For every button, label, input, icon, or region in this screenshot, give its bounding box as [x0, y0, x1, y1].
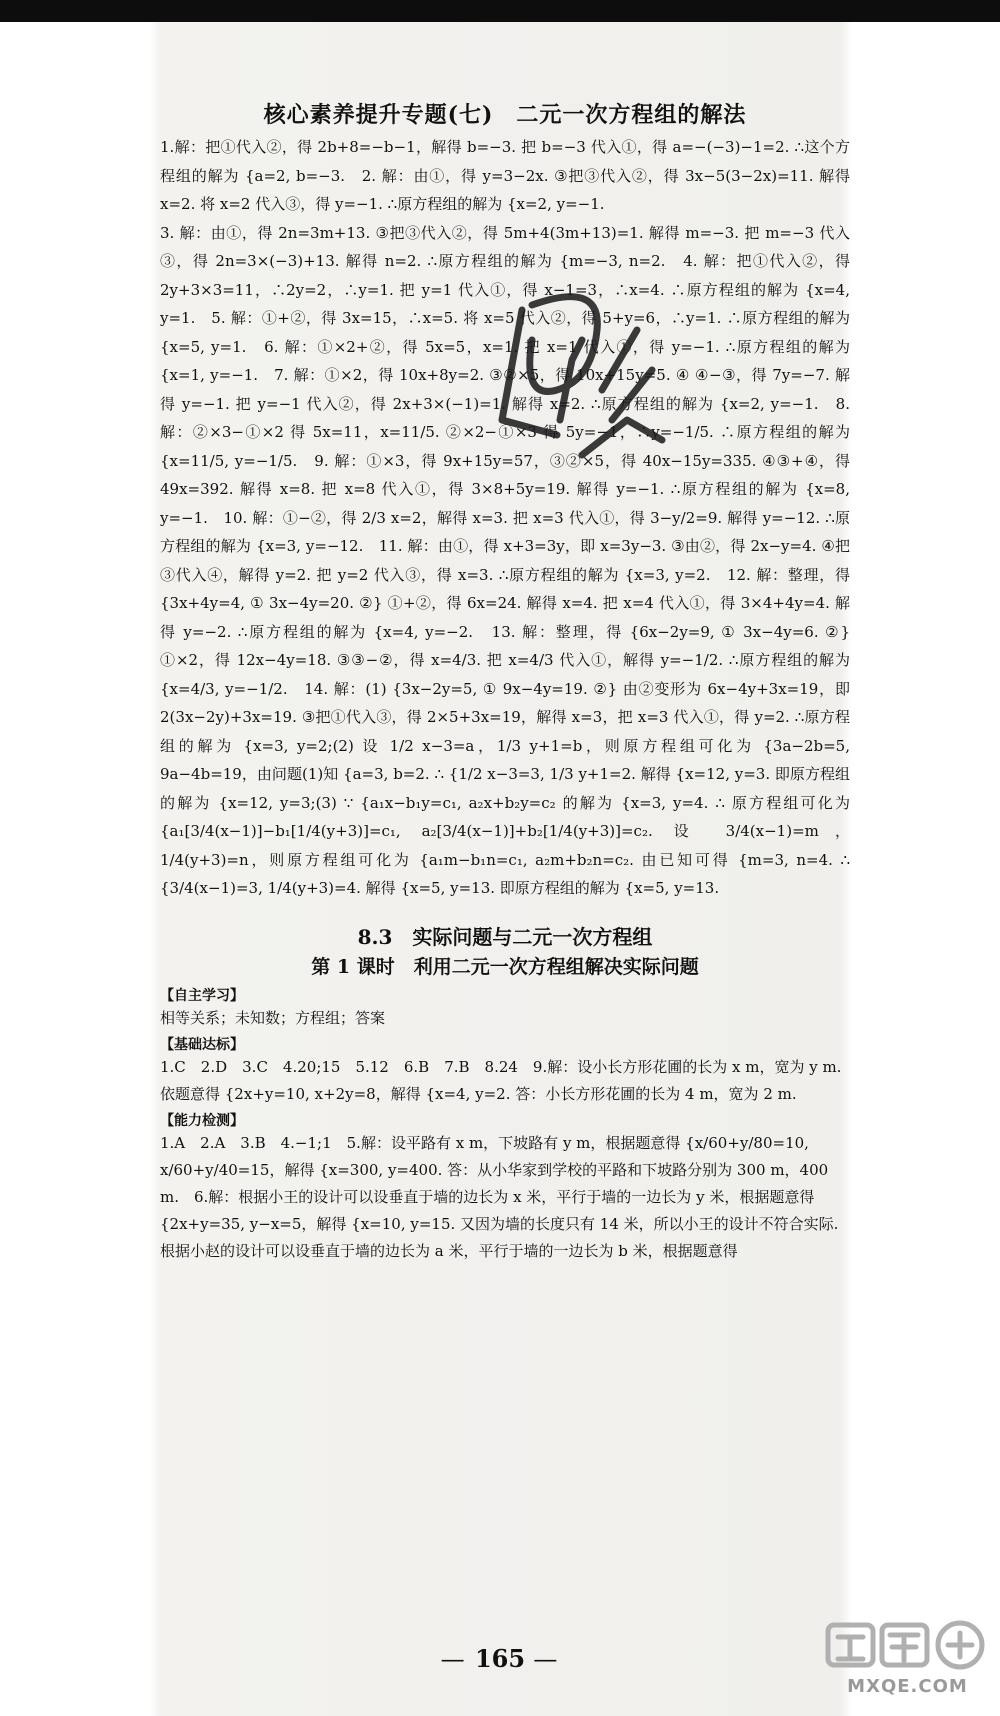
answer-paragraph-1: 1.解：把①代入②，得 2b+8=−b−1，解得 b=−3. 把 b=−3 代入①，得 a=−(−3)−1=2. ∴这个方程组的解为 {a=2, b=−3. 2. 解：由①，得 y=3−2x. ③把③代入②，得 3x−5(3−2x)=11. 解得 x=2. 将 x=2 代入③，得 y=−1. ∴原方程组的解为 {x=2, y=−1. [160, 138, 850, 213]
page-number-dash-left: — [440, 1645, 467, 1673]
section-title: 8.3 实际问题与二元一次方程组 [357, 924, 653, 949]
top-black-border [0, 0, 1000, 22]
block-tag-basic: 【基础达标】 [160, 1036, 244, 1053]
block-tag-ability: 【能力检测】 [160, 1112, 244, 1129]
brand-logo-watermark [820, 1615, 995, 1675]
page-number-value: 165 [474, 1644, 526, 1673]
lesson-title: 第 1 课时 利用二元一次方程组解决实际问题 [311, 955, 699, 978]
topic-heading: 核心素养提升专题(七) 二元一次方程组的解法 [263, 102, 747, 128]
stamp-watermark [462, 270, 682, 480]
watermark-url: MXQE.COM [847, 1676, 968, 1697]
block-text-basic: 1.C 2.D 3.C 4.20;15 5.12 6.B 7.B 8.24 9.解：设小长方形花圃的长为 x m，宽为 y m. 依题意得 {2x+y=10, x+2y=8，解得 {x=4, y=2. 答：小长方形花圃的长为 4 m，宽为 2 m. [160, 1057, 842, 1103]
block-tag-self-study: 【自主学习】 [160, 987, 244, 1004]
corner-watermark [820, 1615, 995, 1705]
block-text-self-study: 相等关系；未知数；方程组；答案 [160, 1008, 386, 1027]
page-number-dash-right: — [533, 1645, 560, 1673]
answer-paragraph-2: 3. 解：由①，得 2n=3m+13. ③把③代入②，得 5m+4(3m+13)=1. 解得 m=−3. 把 m=−3 代入③，得 2n=3×(−3)+13. 解得 n=2. ∴原方程组的解为 {m=−3, n=2. 4. 解：把①代入②，得 2y+3×3=11，∴2y=2，∴y=1. 把 y=1 代入①，得 x−1=3，∴x=4. ∴原方程组的解为 {x=4, y=1. 5. 解：①+②，得 3x=15，∴x=5. 将 x=5 代入②，得 5+y=6，∴y=1. ∴原方程组的解为 {x=5, y=1. 6. 解：①×2+②，得 5x=5，x=1. 把 x=1 代入①，得 y=−1. ∴原方程组的解为 {x=1, y=−1. 7. 解：①×2，得 10x+8y=2. ③②×5，得 10x+15y=5. ④ ④−③，得 7y=−7. 解得 y=−1. 把 y=−1 代入②，得 2x+3×(−1)=1. 解得 x=2. ∴原方程组的解为 {x=2, y=−1. 8. 解：②×3−①×2 得 5x=11，x=11/5. ②×2−①×3 得 5y=−1，∴y=−1/5. ∴原方程组的解为 {x=11/5, y=−1/5. 9. 解：①×3，得 9x+15y=57，③②×5，得 40x−15y=335. ④③+④，得 49x=392. 解得 x=8. 把 x=8 代入①，得 3×8+5y=19. 解得 y=−1. ∴原方程组的解为 {x=8, y=−1. 10. 解：①−②，得 2/3 x=2，解得 x=3. 把 x=3 代入①，得 3−y/2=9. 解得 y=−12. ∴原方程组的解为 {x=3, y=−12. 11. 解：由①，得 x+3=3y，即 x=3y−3. ③由②，得 2x−y=4. ④把③代入④，解得 y=2. 把 y=2 代入③，得 x=3. ∴原方程组的解为 {x=3, y=2. 12. 解：整理，得 {3x+4y=4, ① 3x−4y=20. ②} ①+②，得 6x=24. 解得 x=4. 把 x=4 代入①，得 3×4+4y=4. 解得 y=−2. ∴原方程组的解为 {x=4, y=−2. 13. 解：整理，得 {6x−2y=9, ① 3x−4y=6. ②} ①×2，得 12x−4y=18. ③③−②，得 x=4/3. 把 x=4/3 代入①，解得 y=−1/2. ∴原方程组的解为 {x=4/3, y=−1/2. 14. 解：(1) {3x−2y=5, ① 9x−4y=19. ②} 由②变形为 6x−4y+3x=19，即 2(3x−2y)+3x=19. ③把①代入③，得 2×5+3x=19，解得 x=3，把 x=3 代入①，得 y=2. ∴原方程组的解为 {x=3, y=2;(2) 设 1/2 x−3=a，1/3 y+1=b，则原方程组可化为 {3a−2b=5, 9a−4b=19，由问题(1)知 {a=3, b=2. ∴ {1/2 x−3=3, 1/3 y+1=2. 解得 {x=12, y=3. 即原方程组的解为 {x=12, y=3;(3) ∵ {a₁x−b₁y=c₁, a₂x+b₂y=c₂ 的解为 {x=3, y=4. ∴ 原方程组可化为 {a₁[3/4(x−1)]−b₁[1/4(y+3)]=c₁, a₂[3/4(x−1)]+b₂[1/4(y+3)]=c₂. 设 3/4(x−1)=m，1/4(y+3)=n，则原方程组可化为 {a₁m−b₁n=c₁, a₂m+b₂n=c₂. 由已知可得 {m=3, n=4. ∴ {3/4(x−1)=3, 1/4(y+3)=4. 解得 {x=5, y=13. 即原方程组的解为 {x=5, y=13. [160, 223, 850, 897]
block-text-ability: 1.A 2.A 3.B 4.−1;1 5.解：设平路有 x m，下坡路有 y m，根据题意得 {x/60+y/80=10, x/60+y/40=15，解得 {x=300, y=400. 答：从小华家到学校的平路和下坡路分别为 300 m，400 m. 6.解：根据小王的设计可以设垂直于墙的边长为 x 米，平行于墙的一边长为 y 米，根据题意得 {2x+y=35, y−x=5，解得 {x=10, y=15. 又因为墙的长度只有 14 米，所以小王的设计不符合实际. 根据小赵的设计可以设垂直于墙的边长为 a 米，平行于墙的一边长为 b 米，根据题意得 [160, 1133, 839, 1260]
